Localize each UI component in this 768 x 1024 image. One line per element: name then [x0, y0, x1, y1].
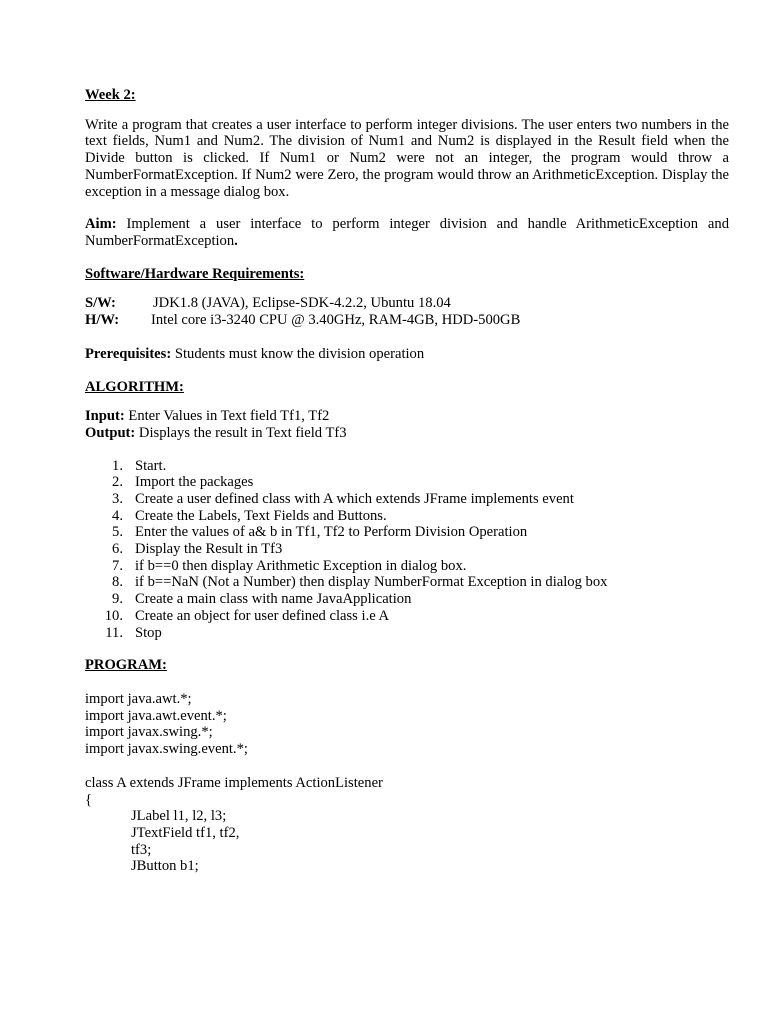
code-line: JTextField tf1, tf2,: [131, 824, 240, 841]
prerequisites-label: Prerequisites:: [85, 345, 172, 362]
step-text: if b==0 then display Arithmetic Exception in dialog box.: [135, 557, 467, 574]
aim-period: .: [234, 232, 238, 249]
step-number: 9.: [112, 591, 123, 608]
class-declaration: class A extends JFrame implements ActionListener: [85, 774, 383, 791]
class-block: [85, 775, 729, 875]
sw-row: [85, 295, 729, 312]
code-line: JLabel l1, l2, l3;: [131, 808, 227, 825]
import-line: import java.awt.event.*;: [85, 707, 227, 724]
algorithm-steps: [85, 458, 729, 642]
step-text: Create the Labels, Text Fields and Buttons.: [135, 507, 387, 524]
step-number: 8.: [112, 574, 123, 591]
program-heading: PROGRAM:: [85, 657, 167, 674]
step-text: Start.: [135, 457, 167, 474]
sw-value: JDK1.8 (JAVA), Eclipse-SDK-4.2.2, Ubuntu 18.04: [153, 295, 451, 312]
aim-label: Aim:: [85, 216, 117, 233]
import-line: import javax.swing.*;: [85, 724, 213, 741]
step-text: Create a user defined class with A which extends JFrame implements event: [135, 490, 574, 507]
output-text: Displays the result in Text field Tf3: [135, 424, 347, 441]
step-number: 2.: [112, 474, 123, 491]
step-text: Enter the values of a& b in Tf1, Tf2 to Perform Division Operation: [135, 524, 528, 541]
algorithm-step: [85, 491, 729, 508]
step-number: 10.: [104, 607, 123, 624]
algorithm-step: [85, 558, 729, 575]
step-text: Import the packages: [135, 474, 254, 491]
algorithm-step: [85, 524, 729, 541]
hw-label: H/W:: [85, 312, 120, 329]
step-text: Stop: [135, 624, 162, 641]
import-line: import java.awt.*;: [85, 690, 192, 707]
output-label: Output:: [85, 424, 136, 441]
document-page: [85, 87, 729, 875]
import-line: import javax.swing.event.*;: [85, 741, 248, 758]
step-number: 6.: [112, 541, 123, 558]
algorithm-step: [85, 574, 729, 591]
output-line: [85, 425, 729, 442]
algorithm-step: [85, 608, 729, 625]
step-number: 5.: [112, 524, 123, 541]
step-text: Create an object for user defined class i.e A: [135, 607, 390, 624]
hw-value: Intel core i3-3240 CPU @ 3.40GHz, RAM-4GB, HDD-500GB: [151, 312, 521, 329]
algorithm-step: [85, 625, 729, 642]
algorithm-step: [85, 458, 729, 475]
aim-text: Implement a user interface to perform integer division and handle ArithmeticException and NumberFormatException: [85, 216, 729, 249]
algorithm-step: [85, 591, 729, 608]
aim-paragraph: [85, 216, 729, 249]
step-number: 4.: [112, 507, 123, 524]
code-line: tf3;: [131, 841, 152, 858]
week-heading: Week 2:: [85, 87, 136, 103]
step-number: 11.: [105, 624, 123, 641]
input-text: Enter Values in Text field Tf1, Tf2: [124, 408, 330, 425]
step-text: if b==NaN (Not a Number) then display NumberFormat Exception in dialog box: [135, 574, 608, 591]
prerequisites-text: Students must know the division operation: [171, 345, 425, 362]
algorithm-step: [85, 541, 729, 558]
imports-block: [85, 691, 729, 758]
step-text: Display the Result in Tf3: [135, 541, 283, 558]
step-number: 7.: [112, 557, 123, 574]
prerequisites-paragraph: [85, 346, 729, 363]
step-number: 3.: [112, 490, 123, 507]
open-brace: {: [85, 791, 93, 808]
requirements-heading: Software/Hardware Requirements:: [85, 265, 305, 282]
step-text: Create a main class with name JavaApplication: [135, 591, 412, 608]
requirements-block: [85, 295, 729, 328]
io-block: [85, 408, 729, 441]
sw-label: S/W:: [85, 295, 116, 312]
algorithm-heading: ALGORITHM:: [85, 379, 184, 396]
input-line: [85, 408, 729, 425]
hw-row: [85, 312, 729, 329]
algorithm-step: [85, 508, 729, 525]
algorithm-step: [85, 474, 729, 491]
input-label: Input:: [85, 408, 125, 425]
code-line: JButton b1;: [131, 858, 199, 875]
problem-statement: Write a program that creates a user interface to perform integer divisions. The user enters two numbers in the text fields, Num1 and Num2. The division of Num1 and Num2 is displayed in the Result field when the Divide button is clicked. If Num1 or Num2 were not an integer, the program would throw a NumberFormatException. If Num2 were Zero, the program would throw an ArithmeticException. Display the exception in a message dialog box.: [85, 116, 729, 200]
step-number: 1.: [112, 457, 123, 474]
